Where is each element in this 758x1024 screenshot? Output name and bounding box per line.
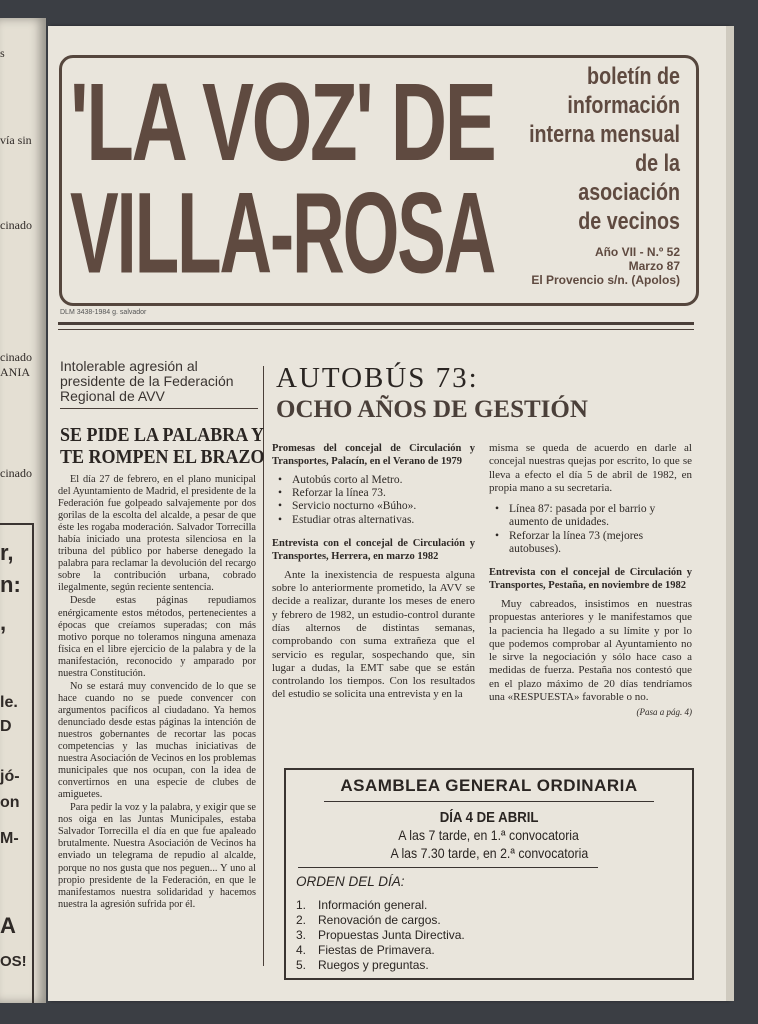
agenda-text: Propuestas Junta Directiva. (318, 928, 465, 942)
section-heading: Entrevista con el concejal de Circulación y Transportes, Herrera, en marzo 1982 (272, 537, 475, 562)
assembly-rule (324, 801, 654, 802)
agenda-text: Ruegos y preguntas. (318, 958, 429, 972)
prev-fragment: le. (0, 694, 18, 711)
newsletter-title-line2: VILLA-ROSA (70, 169, 495, 298)
assembly-date-row (286, 809, 692, 826)
masthead-subtitle (470, 62, 680, 236)
agenda-num: 1. (296, 898, 307, 912)
agenda-text: Renovación de cargos. (318, 913, 441, 927)
paragraph: Para pedir la voz y la palabra, y exigir que se nos oiga en las Juntas Municipales, estaba Salvador Torrecilla el día en que fue apaleado brutalmente. Nuestra Asociación de Vecinos ha enviado un telegrama de repudio al alcalde, porque no nos gusta que nos peguen... Y uno al propio presidente de la Federación, en que le manifestamos nuestra solidaridad y hacemos nuestra la agresión sufrida por él. (58, 802, 256, 910)
demand-list (489, 503, 692, 556)
list-item: • Estudiar otras alternativas. (284, 514, 475, 527)
subtitle-line: asociación (578, 179, 680, 206)
agenda-num: 4. (296, 943, 307, 957)
list-item: • Línea 87: pasada por el barrio y aumento de unidades. (501, 503, 692, 529)
section-heading: Promesas del concejal de Circulación y Transportes, Palacín, en el Verano de 1979 (272, 443, 475, 467)
header-rule-thin (58, 329, 694, 330)
paragraph: Ante la inexistencia de respuesta alguna sobre lo anteriormente prometido, la AVV se decide a realizar, durante los meses de enero y febrero de 1982, un estudio-control durante días alternos de distintas semanas, comprobando con suma extrañeza que el servicio es regular, sospechando que, sin lugar a dudas, la EMT sabe que se están controlando los tiempos. Con los resultados del estudio se solicita una entrevista y en la (272, 568, 475, 701)
agenda-text: Información general. (318, 898, 428, 912)
subtitle-line: interna mensual (529, 121, 680, 148)
left-article-kicker: Intolerable agresión al presidente de la Federación Regional de AVV (60, 358, 234, 404)
agenda-num: 2. (296, 913, 307, 927)
issue-date: Marzo 87 (628, 259, 680, 273)
first-call-row (286, 827, 692, 843)
second-call-row (286, 845, 692, 861)
prev-fragment: s (0, 46, 5, 60)
agenda-item (296, 928, 465, 943)
agenda-item (296, 943, 465, 958)
subtitle-line: información (567, 92, 680, 119)
prev-fragment: ANIA (0, 365, 30, 379)
list-item: • Reforzar la línea 73 (mejores autobuses). (501, 530, 692, 556)
left-article-headline (60, 424, 265, 468)
page-edge (726, 26, 734, 1001)
prev-fragment: on (0, 794, 20, 811)
promise-list (272, 474, 475, 527)
subtitle-line: boletín de (587, 63, 680, 90)
list-item: • Servicio nocturno «Búho». (284, 500, 475, 513)
assembly-rule (298, 867, 598, 868)
prev-fragment: r, (0, 540, 14, 565)
prev-fragment: OS! (0, 953, 27, 970)
assembly-date: DÍA 4 DE ABRIL (439, 809, 539, 826)
prev-fragment: M- (0, 830, 19, 847)
issue-info (470, 245, 680, 287)
prev-fragment: cinado (0, 350, 32, 364)
agenda-item (296, 898, 465, 913)
issue-address: El Provencio s/n. (Apolos) (531, 273, 680, 287)
legal-deposit: DLM 3438-1984 g. salvador (60, 309, 147, 316)
paragraph: misma se queda de acuerdo en darle al concejal nuestras quejas por escrito, lo que se lleva a efecto el día 5 de abril de 1982, en propia mano a su secretaria. (489, 442, 692, 494)
agenda-list (296, 898, 465, 973)
paragraph: El día 27 de febrero, en el plano municipal del Ayuntamiento de Madrid, el presidente de la Federación fue golpeado salvajemente por dos gorilas de la escolta del alcalde, a pesar de que éste les rogaba moderación. Salvador Torrecilla había iniciado una protesta silenciosa en la tribuna del público por haberse denegado la palabra para reclamar la devolución del recargo sobre la contribución urbana, cobrado ilegalmente, según reciente sentencia. (58, 474, 256, 594)
agenda-num: 5. (296, 958, 307, 972)
list-item: • Reforzar la línea 73. (284, 487, 475, 500)
prev-fragment: cinado (0, 466, 32, 480)
newsletter-title-line1: 'LA VOZ' DE (70, 61, 495, 185)
prev-fragment: , (0, 610, 7, 635)
paragraph: Muy cabreados, insistimos en nuestras propuestas anteriores y le manifestamos que la paciencia ha llegado a su límite y por lo que podemos comprobar al Ayuntamiento no le sirve la negociación y sólo hace caso a medidas de fuerza. Pestaña nos contestó que en el plazo máximo de 20 días tendríamos una «RESPUESTA» favorable o no. (489, 598, 692, 704)
headline-line: SE PIDE LA PALABRA Y (60, 424, 265, 446)
agenda-num: 3. (296, 928, 307, 942)
previous-page-edge (0, 18, 46, 1003)
kicker-rule (60, 408, 258, 409)
prev-fragment: cinado (0, 218, 32, 232)
assembly-title: ASAMBLEA GENERAL ORDINARIA (340, 776, 638, 795)
issue-number: Año VII - N.º 52 (594, 245, 680, 259)
assembly-notice-box (284, 768, 694, 980)
agenda-title: ORDEN DEL DÍA: (296, 874, 405, 889)
subtitle-line: de la (635, 150, 680, 177)
prev-fragment: A (0, 913, 16, 938)
main-article-title: AUTOBÚS 73: (276, 362, 479, 394)
agenda-item (296, 958, 465, 973)
prev-fragment: n: (0, 572, 21, 597)
prev-fragment: vía sin (0, 133, 32, 147)
agenda-text: Fiestas de Primavera. (318, 943, 435, 957)
first-call: A las 7 tarde, en 1.ª convocatoria (398, 827, 580, 843)
headline-line: TE ROMPEN EL BRAZO (60, 446, 265, 468)
paragraph: Desde estas páginas repudiamos enérgicamente estos métodos, pertenecientes a épocas que creíamos superadas; con más motivo porque no toleramos ninguna amenaza física en el libre ejercicio de la palabra y de la manifestación, reconocido y amparado por nuestra Constitución. (58, 595, 256, 679)
left-article-body (58, 474, 256, 912)
section-heading: Entrevista con el concejal de Circulación y Transportes, Pestaña, en noviembre de 1982 (489, 567, 692, 591)
main-article-column-1 (272, 442, 475, 710)
second-call: A las 7.30 tarde, en 2.ª convocatoria (390, 845, 588, 861)
continued-note: (Pasa a pág. 4) (636, 707, 692, 718)
agenda-item (296, 913, 465, 928)
list-item: • Autobús corto al Metro. (284, 474, 475, 487)
main-article-subtitle: OCHO AÑOS DE GESTIÓN (276, 396, 588, 423)
subtitle-line: de vecinos (578, 208, 680, 235)
paragraph: No se estará muy convencido de lo que se hace cuando no se puede convencer con argumentos pacíficos al ciudadano. Ya hemos denunciado desde estas páginas la intención de nuestros gobernantes de recortar las pocas competencias y las muchas iniciativas de nuestra Asociación de Vecinos en los problemas municipales que nos ocupan, con la idea de convertirnos en una especie de clubes de amiguetes. (58, 680, 256, 801)
prev-fragment: D (0, 718, 12, 735)
main-article-column-2 (489, 442, 692, 720)
header-rule (58, 322, 694, 325)
prev-fragment: jó- (0, 768, 20, 785)
